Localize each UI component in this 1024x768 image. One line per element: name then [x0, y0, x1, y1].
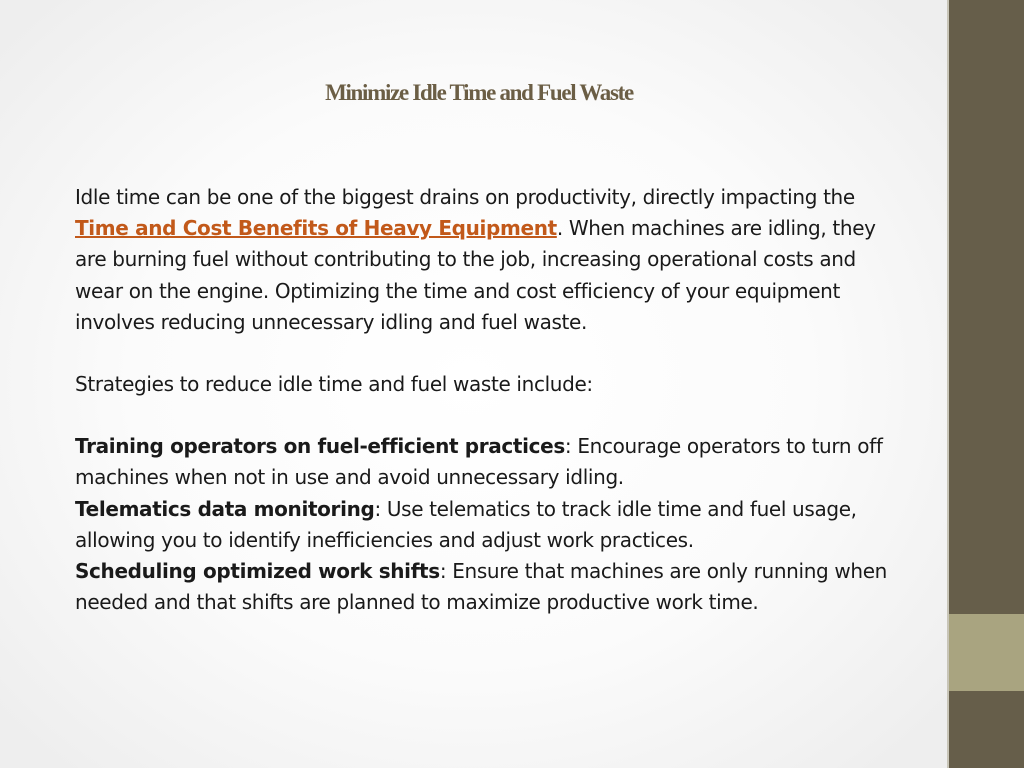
strategy-name: Training operators on fuel-efficient practices — [75, 434, 565, 459]
strategy-name: Scheduling optimized work shifts — [75, 559, 440, 584]
intro-text-before-link: Idle time can be one of the biggest drains on productivity, directly impacting the — [75, 185, 855, 209]
strategy-description: Use telematics to track idle time and fuel usage, allowing you to identify inefficiencies and adjust work practices. — [75, 496, 857, 552]
strategy-item-telematics — [75, 494, 905, 556]
paragraph-spacer — [75, 338, 905, 369]
strategy-name: Telematics data monitoring — [75, 496, 375, 521]
strategies-heading: Strategies to reduce idle time and fuel waste include: — [75, 372, 593, 397]
strategy-description: Ensure that machines are only running when needed and that shifts are planned to maximize productive work time. — [75, 559, 887, 615]
strategy-description: Encourage operators to turn off machines when not in use and avoid unnecessary idling. — [75, 434, 883, 490]
slide-title: Minimize Idle Time and Fuel Waste — [325, 80, 633, 105]
intro-text-after-link: . When machines are idling, they are burning fuel without contributing to the job, increasing operational costs and wear on the engine. Optimizing the time and cost efficiency of your equipment involves reducing unnecessary idling and fuel waste. — [75, 216, 876, 334]
slide-body — [75, 182, 905, 618]
strategy-separator: : — [564, 434, 578, 459]
decorative-side-accent — [949, 614, 1024, 691]
strategy-separator: : — [439, 559, 453, 584]
paragraph-spacer — [75, 400, 905, 431]
strategy-separator: : — [374, 496, 387, 521]
strategy-item-scheduling — [75, 556, 905, 618]
heavy-equipment-benefits-link[interactable]: Time and Cost Benefits of Heavy Equipment — [75, 216, 557, 241]
intro-paragraph — [75, 182, 905, 338]
strategy-item-training — [75, 431, 905, 493]
